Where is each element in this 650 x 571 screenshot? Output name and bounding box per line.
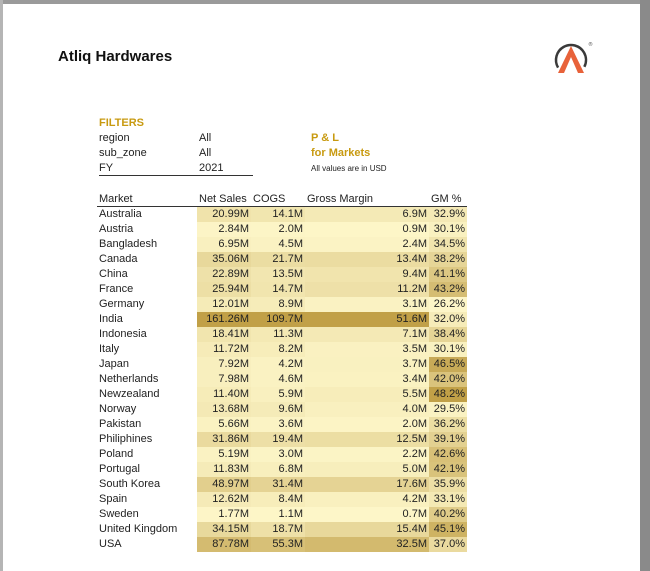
cell-cogs: 11.3M	[251, 327, 305, 342]
logo-ring	[551, 40, 592, 81]
cell-market: United Kingdom	[99, 523, 178, 535]
table-row	[97, 417, 467, 432]
cell-net-sales: 7.98M	[197, 372, 251, 387]
cell-gm-percent: 34.5%	[429, 237, 467, 252]
cell-market: Spain	[99, 493, 128, 505]
cell-market: Newzealand	[99, 388, 160, 400]
cell-gross-margin: 0.7M	[305, 507, 429, 522]
cell-net-sales: 11.83M	[197, 462, 251, 477]
cell-net-sales: 6.95M	[197, 237, 251, 252]
cell-gross-margin: 5.5M	[305, 387, 429, 402]
pl-title-line1: P & L	[311, 132, 339, 144]
cell-cogs: 8.4M	[251, 492, 305, 507]
cell-net-sales: 13.68M	[197, 402, 251, 417]
cell-net-sales: 12.62M	[197, 492, 251, 507]
window-frame-right	[640, 0, 650, 571]
table-row	[97, 447, 467, 462]
cell-market: Philiphines	[99, 433, 153, 445]
filter-key: FY	[99, 162, 114, 174]
cell-net-sales: 34.15M	[197, 522, 251, 537]
cell-cogs: 8.9M	[251, 297, 305, 312]
table-row	[97, 462, 467, 477]
cell-gross-margin: 4.0M	[305, 402, 429, 417]
header-net-sales: Net Sales	[197, 192, 251, 207]
table-row	[97, 537, 467, 552]
table-row	[97, 402, 467, 417]
cell-gross-margin: 3.1M	[305, 297, 429, 312]
table-row	[97, 387, 467, 402]
cell-gm-percent: 41.1%	[429, 267, 467, 282]
cell-market: Canada	[99, 253, 138, 265]
cell-gross-margin: 2.0M	[305, 417, 429, 432]
cell-net-sales: 20.99M	[197, 207, 251, 223]
cell-cogs: 14.7M	[251, 282, 305, 297]
filter-key: sub_zone	[99, 147, 147, 159]
logo-registered-mark: ®	[588, 42, 593, 48]
cell-gross-margin: 5.0M	[305, 462, 429, 477]
cell-gross-margin: 2.2M	[305, 447, 429, 462]
cell-market: Australia	[99, 208, 142, 220]
window-frame-top	[0, 0, 650, 4]
pl-currency-note: All values are in USD	[311, 164, 387, 173]
cell-cogs: 13.5M	[251, 267, 305, 282]
cell-net-sales: 161.26M	[197, 312, 251, 327]
cell-cogs: 109.7M	[251, 312, 305, 327]
window-frame-left	[0, 0, 3, 571]
table-row	[97, 297, 467, 312]
cell-gm-percent: 39.1%	[429, 432, 467, 447]
cell-market: Portugal	[99, 463, 140, 475]
cell-market: Pakistan	[99, 418, 142, 430]
cell-cogs: 3.0M	[251, 447, 305, 462]
cell-market: Poland	[99, 448, 134, 460]
header-market: Market	[97, 192, 197, 207]
table-row	[97, 327, 467, 342]
cell-net-sales: 25.94M	[197, 282, 251, 297]
filters-title: FILTERS	[99, 117, 145, 129]
cell-net-sales: 7.92M	[197, 357, 251, 372]
cell-gross-margin: 15.4M	[305, 522, 429, 537]
cell-cogs: 18.7M	[251, 522, 305, 537]
table-row	[97, 222, 467, 237]
cell-market: Bangladesh	[99, 238, 158, 250]
cell-net-sales: 22.89M	[197, 267, 251, 282]
cell-net-sales: 35.06M	[197, 252, 251, 267]
cell-market: Norway	[99, 403, 137, 415]
cell-gross-margin: 17.6M	[305, 477, 429, 492]
cell-market: Japan	[99, 358, 129, 370]
cell-gross-margin: 0.9M	[305, 222, 429, 237]
cell-gm-percent: 43.2%	[429, 282, 467, 297]
cell-gm-percent: 46.5%	[429, 357, 467, 372]
filter-value[interactable]: All	[199, 132, 212, 144]
cell-gross-margin: 13.4M	[305, 252, 429, 267]
header-gm-percent: GM %	[429, 192, 467, 207]
cell-cogs: 3.6M	[251, 417, 305, 432]
cell-market: Germany	[99, 298, 145, 310]
cell-cogs: 5.9M	[251, 387, 305, 402]
table-row	[97, 312, 467, 327]
pl-table-body	[97, 207, 467, 553]
cell-gm-percent: 30.1%	[429, 222, 467, 237]
cell-gross-margin: 6.9M	[305, 207, 429, 223]
cell-cogs: 1.1M	[251, 507, 305, 522]
pl-title-line2: for Markets	[311, 147, 371, 159]
cell-gross-margin: 4.2M	[305, 492, 429, 507]
atliq-logo	[555, 40, 591, 78]
cell-cogs: 14.1M	[251, 207, 305, 223]
filter-value[interactable]: 2021	[199, 162, 224, 174]
cell-gm-percent: 42.1%	[429, 462, 467, 477]
filter-value[interactable]: All	[199, 147, 212, 159]
cell-market: Italy	[99, 343, 120, 355]
cell-cogs: 9.6M	[251, 402, 305, 417]
cell-gm-percent: 37.0%	[429, 537, 467, 552]
cell-net-sales: 2.84M	[197, 222, 251, 237]
pl-title	[311, 131, 370, 161]
cell-market: Austria	[99, 223, 134, 235]
cell-market: India	[99, 313, 123, 325]
cell-cogs: 6.8M	[251, 462, 305, 477]
table-row	[97, 282, 467, 297]
cell-gm-percent: 29.5%	[429, 402, 467, 417]
table-row	[97, 507, 467, 522]
cell-cogs: 21.7M	[251, 252, 305, 267]
cell-gm-percent: 48.2%	[429, 387, 467, 402]
table-row	[97, 342, 467, 357]
cell-net-sales: 87.78M	[197, 537, 251, 552]
filter-divider	[99, 175, 253, 176]
cell-gm-percent: 26.2%	[429, 297, 467, 312]
cell-gm-percent: 45.1%	[429, 522, 467, 537]
cell-cogs: 8.2M	[251, 342, 305, 357]
cell-net-sales: 18.41M	[197, 327, 251, 342]
cell-market: China	[99, 268, 128, 280]
cell-net-sales: 5.66M	[197, 417, 251, 432]
cell-market: France	[99, 283, 134, 295]
cell-gm-percent: 30.1%	[429, 342, 467, 357]
table-row	[97, 237, 467, 252]
cell-market: Netherlands	[99, 373, 159, 385]
cell-net-sales: 31.86M	[197, 432, 251, 447]
cell-gm-percent: 38.4%	[429, 327, 467, 342]
table-row	[97, 492, 467, 507]
table-row	[97, 432, 467, 447]
cell-cogs: 55.3M	[251, 537, 305, 552]
cell-gm-percent: 32.9%	[429, 207, 467, 223]
cell-market: South Korea	[99, 478, 161, 490]
pl-table-header	[97, 192, 467, 207]
table-row	[97, 252, 467, 267]
cell-cogs: 4.6M	[251, 372, 305, 387]
cell-cogs: 19.4M	[251, 432, 305, 447]
cell-gross-margin: 3.4M	[305, 372, 429, 387]
cell-gm-percent: 42.6%	[429, 447, 467, 462]
cell-net-sales: 48.97M	[197, 477, 251, 492]
logo-a-shape	[558, 46, 584, 73]
cell-net-sales: 11.40M	[197, 387, 251, 402]
cell-gross-margin: 11.2M	[305, 282, 429, 297]
header-cogs: COGS	[251, 192, 305, 207]
table-row	[97, 372, 467, 387]
header-gross-margin: Gross Margin	[305, 192, 429, 207]
cell-gm-percent: 32.0%	[429, 312, 467, 327]
table-row	[97, 357, 467, 372]
table-row	[97, 522, 467, 537]
cell-net-sales: 1.77M	[197, 507, 251, 522]
table-row	[97, 477, 467, 492]
cell-net-sales: 11.72M	[197, 342, 251, 357]
cell-gm-percent: 42.0%	[429, 372, 467, 387]
pl-table	[97, 192, 467, 552]
cell-gross-margin: 9.4M	[305, 267, 429, 282]
cell-market: Indonesia	[99, 328, 147, 340]
company-title: Atliq Hardwares	[58, 48, 173, 65]
cell-gm-percent: 36.2%	[429, 417, 467, 432]
cell-market: Sweden	[99, 508, 139, 520]
cell-gm-percent: 33.1%	[429, 492, 467, 507]
cell-gross-margin: 3.7M	[305, 357, 429, 372]
cell-gross-margin: 2.4M	[305, 237, 429, 252]
cell-cogs: 4.5M	[251, 237, 305, 252]
cell-gm-percent: 35.9%	[429, 477, 467, 492]
cell-cogs: 4.2M	[251, 357, 305, 372]
cell-gross-margin: 7.1M	[305, 327, 429, 342]
cell-gm-percent: 38.2%	[429, 252, 467, 267]
cell-gross-margin: 12.5M	[305, 432, 429, 447]
cell-gross-margin: 51.6M	[305, 312, 429, 327]
cell-gm-percent: 40.2%	[429, 507, 467, 522]
cell-net-sales: 5.19M	[197, 447, 251, 462]
cell-cogs: 2.0M	[251, 222, 305, 237]
cell-gross-margin: 32.5M	[305, 537, 429, 552]
cell-market: USA	[99, 538, 122, 550]
cell-net-sales: 12.01M	[197, 297, 251, 312]
table-row	[97, 267, 467, 282]
cell-gross-margin: 3.5M	[305, 342, 429, 357]
cell-cogs: 31.4M	[251, 477, 305, 492]
filter-key: region	[99, 132, 130, 144]
table-row	[97, 207, 467, 223]
